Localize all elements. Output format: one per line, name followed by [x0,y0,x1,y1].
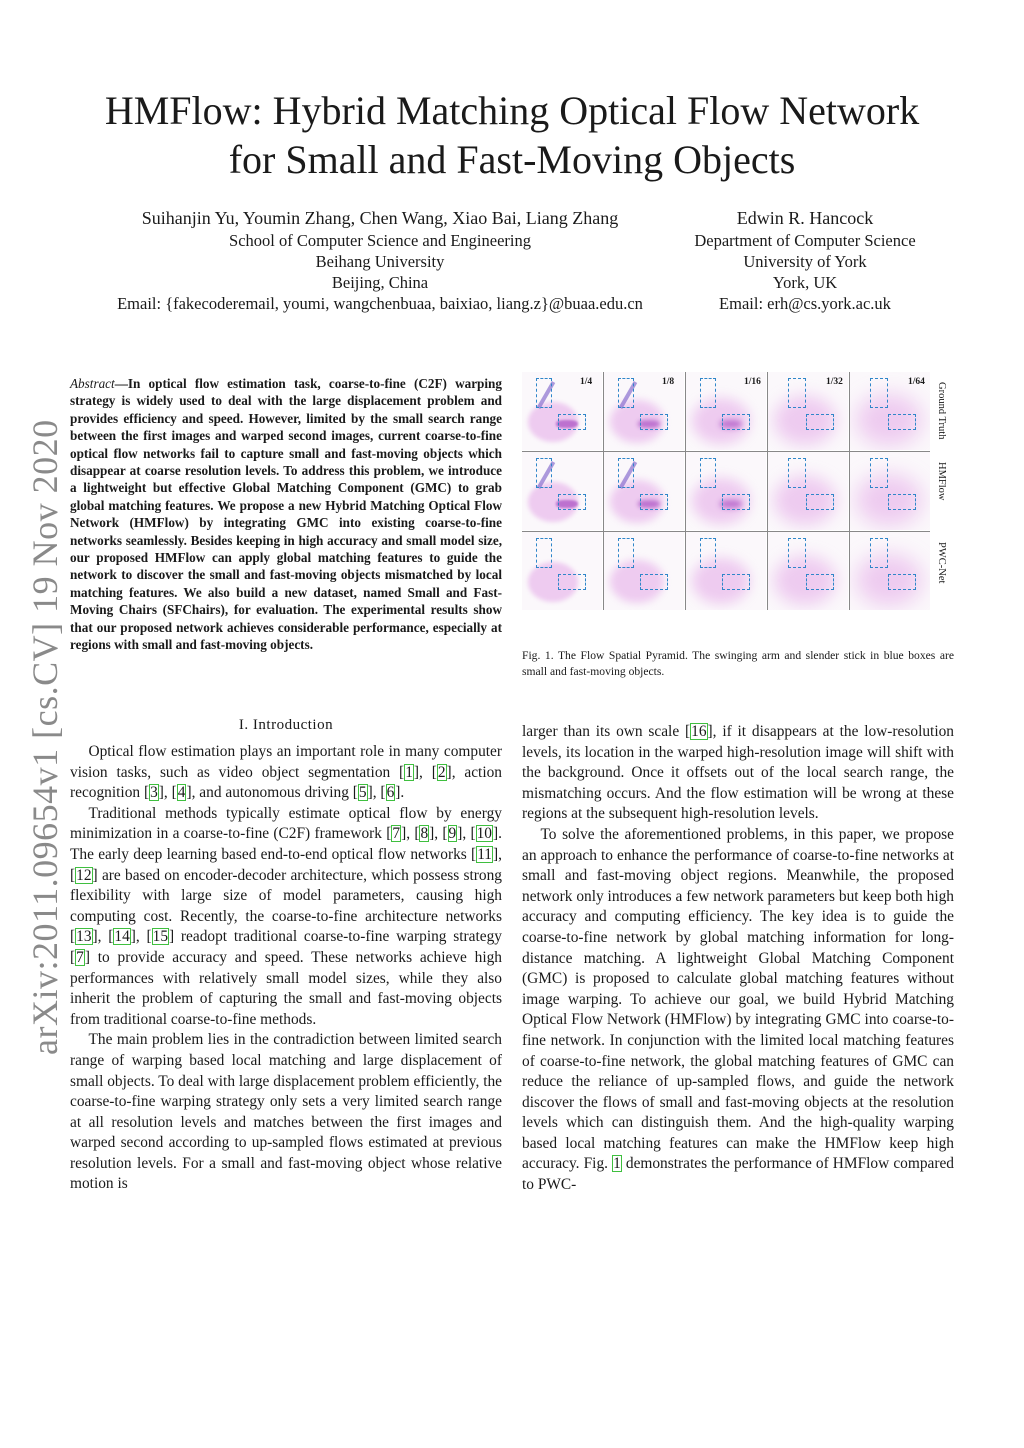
intro-right-column [522,722,954,1196]
highlight-box [806,574,834,590]
intro-paragraph: Traditional methods typically estimate optical flow by energy minimization in a coarse-to-fine (C2F) framework [7], [8], [9], [10]. The early deep learning based end-to-end optical flow networks [11], [12] are based on encoder-decoder architecture, which possess strong flexibility with large size of model parameters, causing high computing cost. Recently, the coarse-to-fine architecture networks [13], [14], [15] readopt traditional coarse-to-fine warping strategy [7] to provide accuracy and speed. These networks achieve high performances with relatively small model sizes, while they also inherit the problem of capturing the small and fast-moving objects from traditional coarse-to-fine methods. [70,804,502,1028]
intro-paragraph: To solve the aforementioned problems, in this paper, we propose an approach to enhance the performance of coarse-to-fine networks at small and fast-moving object regions. Meanwhile, the proposed network only introduces a few network parameters but keep both high accuracy and computing efficiency. The key idea is to guide the coarse-to-fine network by global matching information for long-distance matching. A lightweight Global Matching Component (GMC) is proposed to calculate global matching features without image warping. To achieve our goal, we build Hybrid Matching Optical Flow Network (HMFlow) by integrating GMC into coarse-to-fine network. In conjunction with the limited local matching features of coarse-to-fine network, the global matching features of GMC can reduce the reliance of up-sampled flows, and guide the network discover the flows of small and fast-moving objects at the resolution levels which can distinguish them. And the high-quality warping based local matching features can make the HMFlow keep high accuracy. Fig. 1 demonstrates the performance of HMFlow compared to PWC- [522,825,955,1194]
title-line-2: for Small and Fast-Moving Objects [228,137,796,182]
citation-link[interactable]: 16 [691,723,707,740]
highlight-box [618,538,634,568]
citation-link[interactable]: 3 [150,784,158,802]
author-affiliation: York, UK [772,273,838,292]
highlight-box [788,458,806,488]
author-affiliation: Department of Computer Science [694,231,916,250]
highlight-box [722,494,750,510]
citation-link[interactable]: 1 [405,763,413,781]
citation-link[interactable]: 12 [76,866,92,884]
highlight-box [722,574,750,590]
flow-map-cell [850,452,930,530]
highlight-box [870,458,888,488]
highlight-box [640,414,668,430]
citation-link[interactable]: 15 [152,928,169,946]
highlight-box [618,378,634,408]
arxiv-stamp: arXiv:2011.09654v1 [cs.CV] 19 Nov 2020 [25,419,65,1055]
author-affiliation: Beihang University [315,252,445,271]
author-names: Edwin R. Hancock [736,208,874,228]
citation-link[interactable]: 4 [177,784,186,802]
scale-label: 1/32 [826,377,843,387]
flow-map-cell [522,532,602,610]
grid-divider [522,531,930,532]
author-affiliation: School of Computer Science and Engineering [229,231,531,250]
scale-label: 1/8 [662,377,675,387]
scale-label: 1/64 [908,377,925,387]
grid-divider [849,372,850,610]
citation-link[interactable]: 10 [476,825,492,843]
intro-paragraph: larger than its own scale [16], if it disappears at the low-resolution levels, its location in the warped high-resolution image will shift with the background. Once it offsets out of the local search range, the mismatching occurs. And the flow estimation will be wrong at these regions at the subsequent high-resolution levels. [522,723,954,823]
grid-divider [603,372,604,610]
highlight-box [888,494,916,510]
author-block-beihang [90,206,670,314]
abstract [70,375,502,654]
highlight-box [700,538,716,568]
citation-link[interactable]: 11 [477,845,493,863]
intro-left-column [70,742,502,1195]
figure-caption: Fig. 1. The Flow Spatial Pyramid. The swinging arm and slender stick in blue boxes are small and fast-moving objects. [522,649,954,678]
flow-map-cell [768,532,848,610]
highlight-box [640,574,668,590]
citation-link[interactable]: 5 [358,784,367,802]
author-affiliation: Beijing, China [331,273,429,292]
citation-link[interactable]: 9 [448,825,457,843]
highlight-box [806,494,834,510]
flow-map-cell [522,452,602,530]
title-line-1: HMFlow: Hybrid Matching Optical Flow Network [104,88,920,133]
citation-link[interactable]: 7 [392,825,401,843]
section-heading-introduction: I. Introduction [238,717,334,733]
citation-link[interactable]: 2 [437,763,446,781]
highlight-box [558,414,586,430]
flow-map-cell [604,452,684,530]
abstract-text: —In optical flow estimation task, coarse-to-fine (C2F) warping strategy is widely used to deal with the large displacement problem and provides efficiency and speed. However, limited by the small search range between the first images and warped second images, current coarse-to-fine optical flow networks fail to capture small and fast-moving objects which disappear at coarse resolution levels. To address this problem, we introduce a lightweight but effective Global Matching Component (GMC) to grab global matching features. We propose a new Hybrid Matching Optical Flow Network (HMFlow) by integrating GMC into existing coarse-to-fine networks seamlessly. Besides keeping in high accuracy and small model size, our proposed HMFlow can apply global matching features to guide the network to discover the small and fast-moving objects mismatched by local matching features. We also build a new dataset, named Small and Fast-Moving Chairs (SFChairs), for evaluation. The experimental results show that our proposed network achieves considerable performance, especially at regions with small and fast-moving objects. [70,376,502,653]
flow-map-cell [768,452,848,530]
highlight-box [700,458,716,488]
intro-paragraph: The main problem lies in the contradiction between limited search range of warping based local matching and large displacement of small objects. To deal with large displacement problem efficiently, the coarse-to-fine warping strategy only sets a very limited search range at all resolution levels and matches between the first images and warped second according to up-sampled flows estimated at previous resolution levels. For a small and fast-moving object whose relative motion is [70,1031,502,1193]
author-block-york [680,206,930,314]
highlight-box [788,538,806,568]
figure-flow-pyramid [522,372,954,622]
highlight-box [788,378,806,408]
row-label: HMFlow [936,462,947,501]
highlight-box [888,574,916,590]
highlight-box [536,458,552,488]
author-names: Suihanjin Yu, Youmin Zhang, Chen Wang, Xiao Bai, Liang Zhang [141,208,619,228]
highlight-box [558,494,586,510]
highlight-box [640,494,668,510]
grid-divider [767,372,768,610]
abstract-label: Abstract [70,376,115,391]
citation-link[interactable]: 13 [76,928,92,946]
row-label: PWC-Net [936,542,947,584]
highlight-box [722,414,750,430]
figure-link[interactable]: 1 [613,1155,621,1173]
author-affiliation: University of York [743,252,867,271]
highlight-box [806,414,834,430]
author-email: Email: erh@cs.york.ac.uk [719,294,891,313]
highlight-box [618,458,634,488]
row-label: Ground Truth [936,382,947,440]
flow-map-cell [604,532,684,610]
grid-divider [522,451,930,452]
highlight-box [700,378,716,408]
highlight-box [870,378,888,408]
intro-paragraph: Optical flow estimation plays an important role in many computer vision tasks, such as video object segmentation [1], [2], action recognition [3], [4], and autonomous driving [5], [6]. [70,743,502,802]
citation-link[interactable]: 6 [386,784,395,802]
highlight-box [536,538,552,568]
scale-label: 1/16 [744,377,761,387]
flow-map-cell [850,532,930,610]
grid-divider [685,372,686,610]
flow-map-cell [686,452,766,530]
citation-link[interactable]: 14 [114,928,130,946]
highlight-box [558,574,586,590]
citation-link[interactable]: 8 [420,825,429,843]
citation-link[interactable]: 7 [76,948,84,966]
paper-title [60,86,964,184]
highlight-box [888,414,916,430]
highlight-box [536,378,552,408]
author-email: Email: {fakecoderemail, youmi, wangchenbuaa, baixiao, liang.z}@buaa.edu.cn [117,294,643,313]
scale-label: 1/4 [580,377,593,387]
highlight-box [870,538,888,568]
flow-map-cell [686,532,766,610]
